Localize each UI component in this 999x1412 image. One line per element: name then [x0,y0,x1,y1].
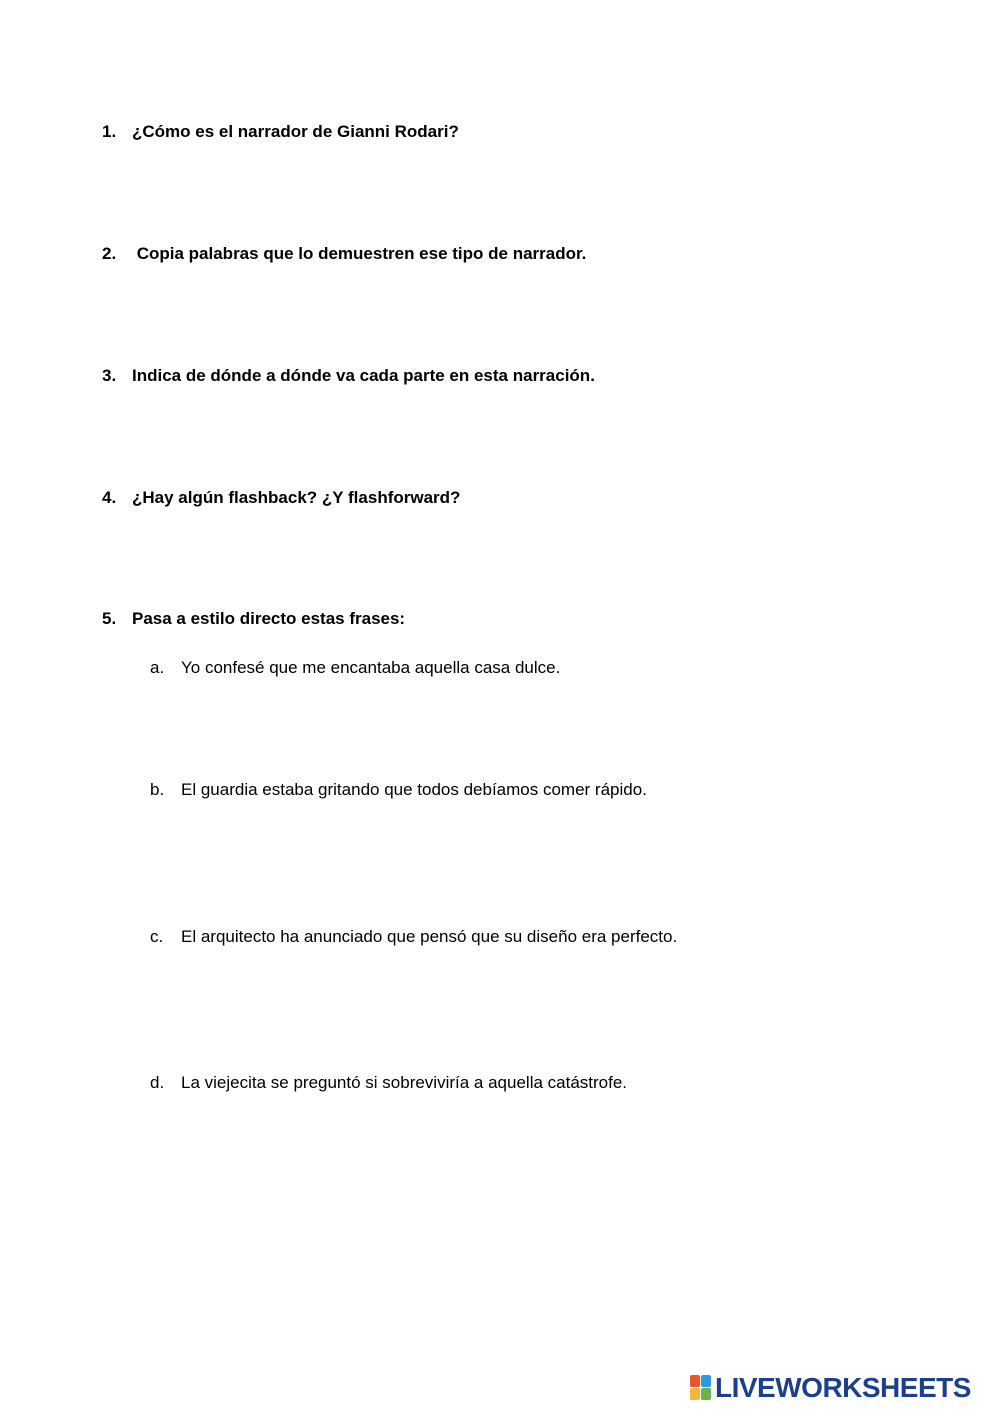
question-text: Indica de dónde a dónde va cada parte en esta narración. [132,366,595,385]
liveworksheets-logo-icon [690,1375,712,1401]
subitem-a [150,658,560,678]
subitem-c [150,927,677,947]
question-4 [102,488,460,508]
question-text: ¿Hay algún flashback? ¿Y flashforward? [132,488,461,507]
subitem-letter: c. [150,927,164,946]
question-2 [102,244,586,264]
question-text: ¿Cómo es el narrador de Gianni Rodari? [132,122,459,141]
subitem-letter: b. [150,780,165,799]
subitem-letter: a. [150,658,165,677]
question-3 [102,366,595,386]
question-number: 4. [102,488,117,507]
question-number: 2. [102,244,117,263]
subitem-d [150,1073,627,1093]
subitem-text: El arquitecto ha anunciado que pensó que su diseño era perfecto. [181,927,678,946]
liveworksheets-logo [690,1373,971,1403]
subitem-text: El guardia estaba gritando que todos debíamos comer rápido. [181,780,647,799]
subitem-text: La viejecita se preguntó si sobreviviría a aquella catástrofe. [181,1073,628,1092]
question-number: 5. [102,609,117,628]
question-number: 3. [102,366,117,385]
subitem-text: Yo confesé que me encantaba aquella casa dulce. [181,658,561,677]
question-text: Pasa a estilo directo estas frases: [132,609,406,628]
subitem-letter: d. [150,1073,165,1092]
question-1 [102,122,459,142]
question-text: Copia palabras que lo demuestren ese tipo de narrador. [132,244,587,263]
subitem-b [150,780,647,800]
logo-text: LIVEWORKSHEETS [715,1372,971,1403]
question-number: 1. [102,122,117,141]
question-5 [102,609,405,629]
